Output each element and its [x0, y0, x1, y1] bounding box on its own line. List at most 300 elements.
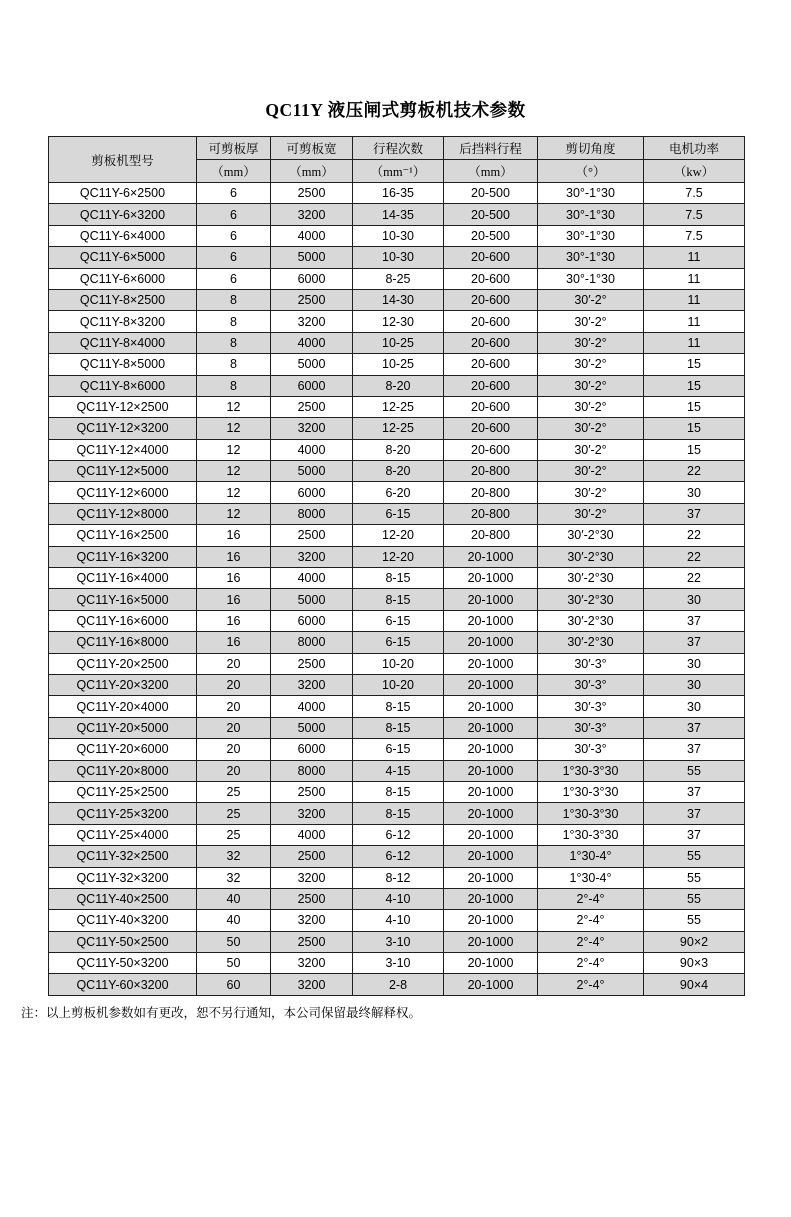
thickness-cell: 20 [197, 653, 271, 674]
model-cell: QC11Y-25×4000 [49, 824, 197, 845]
power-cell: 37 [644, 781, 745, 802]
angle-cell: 30′-2° [538, 375, 644, 396]
backgauge-cell: 20-800 [444, 461, 538, 482]
width-cell: 3200 [271, 311, 353, 332]
strokes-cell: 12-25 [353, 418, 444, 439]
power-cell: 11 [644, 311, 745, 332]
strokes-cell: 10-20 [353, 653, 444, 674]
backgauge-cell: 20-800 [444, 482, 538, 503]
strokes-cell: 14-30 [353, 289, 444, 310]
strokes-cell: 6-15 [353, 503, 444, 524]
thickness-cell: 12 [197, 503, 271, 524]
angle-cell: 1°30-3°30 [538, 803, 644, 824]
table-row [49, 589, 745, 610]
width-cell: 3200 [271, 910, 353, 931]
thickness-cell: 12 [197, 396, 271, 417]
backgauge-cell: 20-1000 [444, 824, 538, 845]
strokes-cell: 4-10 [353, 910, 444, 931]
power-cell: 7.5 [644, 225, 745, 246]
model-cell: QC11Y-40×2500 [49, 888, 197, 909]
thickness-cell: 8 [197, 311, 271, 332]
model-cell: QC11Y-20×3200 [49, 674, 197, 695]
table-row [49, 247, 745, 268]
power-cell: 30 [644, 589, 745, 610]
model-cell: QC11Y-16×8000 [49, 632, 197, 653]
model-cell: QC11Y-50×3200 [49, 953, 197, 974]
table-row [49, 396, 745, 417]
table-row [49, 803, 745, 824]
model-cell: QC11Y-12×2500 [49, 396, 197, 417]
thickness-cell: 6 [197, 247, 271, 268]
thickness-cell: 6 [197, 268, 271, 289]
strokes-cell: 8-15 [353, 781, 444, 802]
model-cell: QC11Y-6×3200 [49, 204, 197, 225]
thickness-cell: 8 [197, 375, 271, 396]
width-cell: 3200 [271, 546, 353, 567]
thickness-cell: 6 [197, 183, 271, 204]
table-row [49, 289, 745, 310]
table-row [49, 268, 745, 289]
angle-cell: 30′-2° [538, 439, 644, 460]
angle-cell: 30′-2°30 [538, 610, 644, 631]
power-cell: 15 [644, 375, 745, 396]
thickness-cell: 20 [197, 760, 271, 781]
page-title: QC11Y 液压闸式剪板机技术参数 [265, 100, 526, 120]
model-cell: QC11Y-12×5000 [49, 461, 197, 482]
power-cell: 90×4 [644, 974, 745, 995]
model-cell: QC11Y-6×4000 [49, 225, 197, 246]
thickness-cell: 16 [197, 568, 271, 589]
model-cell: QC11Y-25×2500 [49, 781, 197, 802]
table-row [49, 503, 745, 524]
angle-cell: 30′-2°30 [538, 546, 644, 567]
thickness-cell: 50 [197, 953, 271, 974]
backgauge-cell: 20-600 [444, 268, 538, 289]
table-row [49, 781, 745, 802]
strokes-cell: 12-30 [353, 311, 444, 332]
strokes-cell: 10-20 [353, 674, 444, 695]
model-cell: QC11Y-12×6000 [49, 482, 197, 503]
backgauge-cell: 20-1000 [444, 846, 538, 867]
width-cell: 3200 [271, 204, 353, 225]
backgauge-cell: 20-1000 [444, 739, 538, 760]
table-row [49, 204, 745, 225]
width-cell: 2500 [271, 931, 353, 952]
width-cell: 3200 [271, 867, 353, 888]
table-row [49, 482, 745, 503]
backgauge-cell: 20-500 [444, 204, 538, 225]
angle-cell: 30′-3° [538, 717, 644, 738]
strokes-cell: 14-35 [353, 204, 444, 225]
angle-cell: 1°30-3°30 [538, 760, 644, 781]
footnote-prefix: 注： [21, 1005, 47, 1020]
thickness-cell: 6 [197, 204, 271, 225]
strokes-cell: 10-30 [353, 225, 444, 246]
model-cell: QC11Y-25×3200 [49, 803, 197, 824]
power-cell: 30 [644, 696, 745, 717]
strokes-cell: 10-30 [353, 247, 444, 268]
power-cell: 22 [644, 546, 745, 567]
table-row [49, 418, 745, 439]
model-cell: QC11Y-6×2500 [49, 183, 197, 204]
width-cell: 4000 [271, 225, 353, 246]
power-cell: 22 [644, 525, 745, 546]
thickness-cell: 16 [197, 632, 271, 653]
width-cell: 2500 [271, 525, 353, 546]
table-row [49, 546, 745, 567]
power-cell: 37 [644, 803, 745, 824]
strokes-cell: 8-20 [353, 375, 444, 396]
backgauge-cell: 20-800 [444, 525, 538, 546]
col-unit-backgauge: （mm） [444, 160, 538, 183]
table-row [49, 632, 745, 653]
model-cell: QC11Y-32×3200 [49, 867, 197, 888]
width-cell: 3200 [271, 803, 353, 824]
power-cell: 37 [644, 632, 745, 653]
width-cell: 6000 [271, 739, 353, 760]
angle-cell: 2°-4° [538, 953, 644, 974]
width-cell: 6000 [271, 268, 353, 289]
col-header-strokes: 行程次数 [353, 137, 444, 160]
model-cell: QC11Y-8×2500 [49, 289, 197, 310]
width-cell: 5000 [271, 589, 353, 610]
model-cell: QC11Y-8×6000 [49, 375, 197, 396]
angle-cell: 2°-4° [538, 910, 644, 931]
strokes-cell: 6-20 [353, 482, 444, 503]
model-cell: QC11Y-16×6000 [49, 610, 197, 631]
power-cell: 15 [644, 439, 745, 460]
angle-cell: 30°-1°30 [538, 204, 644, 225]
thickness-cell: 8 [197, 289, 271, 310]
thickness-cell: 20 [197, 739, 271, 760]
table-row [49, 931, 745, 952]
angle-cell: 1°30-4° [538, 867, 644, 888]
table-row [49, 183, 745, 204]
model-cell: QC11Y-20×8000 [49, 760, 197, 781]
power-cell: 37 [644, 503, 745, 524]
angle-cell: 30′-2° [538, 482, 644, 503]
backgauge-cell: 20-600 [444, 311, 538, 332]
angle-cell: 30′-3° [538, 696, 644, 717]
strokes-cell: 6-15 [353, 610, 444, 631]
thickness-cell: 12 [197, 461, 271, 482]
power-cell: 37 [644, 739, 745, 760]
width-cell: 4000 [271, 824, 353, 845]
thickness-cell: 20 [197, 674, 271, 695]
footnote-text: 以上剪板机参数如有更改，恕不另行通知，本公司保留最终解释权。 [46, 1005, 422, 1020]
table-row [49, 332, 745, 353]
table-row [49, 674, 745, 695]
power-cell: 55 [644, 910, 745, 931]
table-row [49, 696, 745, 717]
power-cell: 15 [644, 396, 745, 417]
backgauge-cell: 20-1000 [444, 931, 538, 952]
angle-cell: 30′-2°30 [538, 525, 644, 546]
model-cell: QC11Y-12×8000 [49, 503, 197, 524]
model-cell: QC11Y-20×6000 [49, 739, 197, 760]
table-row [49, 888, 745, 909]
model-cell: QC11Y-16×3200 [49, 546, 197, 567]
power-cell: 11 [644, 289, 745, 310]
col-header-width: 可剪板宽 [271, 137, 353, 160]
table-row [49, 225, 745, 246]
strokes-cell: 6-15 [353, 739, 444, 760]
model-cell: QC11Y-20×4000 [49, 696, 197, 717]
angle-cell: 30′-2°30 [538, 589, 644, 610]
strokes-cell: 16-35 [353, 183, 444, 204]
strokes-cell: 8-25 [353, 268, 444, 289]
col-unit-motor-power: （kw） [644, 160, 745, 183]
thickness-cell: 32 [197, 867, 271, 888]
strokes-cell: 8-20 [353, 461, 444, 482]
strokes-cell: 8-15 [353, 696, 444, 717]
col-unit-width: （mm） [271, 160, 353, 183]
angle-cell: 30′-3° [538, 674, 644, 695]
strokes-cell: 6-15 [353, 632, 444, 653]
model-cell: QC11Y-12×3200 [49, 418, 197, 439]
strokes-cell: 8-15 [353, 717, 444, 738]
angle-cell: 30′-2° [538, 503, 644, 524]
strokes-cell: 10-25 [353, 332, 444, 353]
table-row [49, 739, 745, 760]
table-row [49, 974, 745, 995]
table-row [49, 311, 745, 332]
col-unit-strokes: （mm⁻¹） [353, 160, 444, 183]
power-cell: 11 [644, 268, 745, 289]
angle-cell: 30′-2°30 [538, 568, 644, 589]
table-row [49, 760, 745, 781]
thickness-cell: 16 [197, 546, 271, 567]
strokes-cell: 8-15 [353, 568, 444, 589]
backgauge-cell: 20-1000 [444, 910, 538, 931]
model-cell: QC11Y-16×4000 [49, 568, 197, 589]
strokes-cell: 12-25 [353, 396, 444, 417]
width-cell: 2500 [271, 846, 353, 867]
table-row [49, 568, 745, 589]
angle-cell: 2°-4° [538, 931, 644, 952]
model-cell: QC11Y-60×3200 [49, 974, 197, 995]
col-header-motor-power: 电机功率 [644, 137, 745, 160]
backgauge-cell: 20-500 [444, 225, 538, 246]
model-cell: QC11Y-6×6000 [49, 268, 197, 289]
power-cell: 90×2 [644, 931, 745, 952]
power-cell: 37 [644, 824, 745, 845]
width-cell: 2500 [271, 653, 353, 674]
width-cell: 3200 [271, 974, 353, 995]
spec-table [48, 136, 745, 996]
backgauge-cell: 20-600 [444, 247, 538, 268]
angle-cell: 30′-2° [538, 289, 644, 310]
power-cell: 37 [644, 610, 745, 631]
backgauge-cell: 20-1000 [444, 610, 538, 631]
backgauge-cell: 20-1000 [444, 888, 538, 909]
table-row [49, 375, 745, 396]
strokes-cell: 12-20 [353, 525, 444, 546]
table-row [49, 717, 745, 738]
model-cell: QC11Y-6×5000 [49, 247, 197, 268]
model-cell: QC11Y-8×4000 [49, 332, 197, 353]
thickness-cell: 16 [197, 610, 271, 631]
strokes-cell: 8-12 [353, 867, 444, 888]
strokes-cell: 8-15 [353, 803, 444, 824]
thickness-cell: 40 [197, 888, 271, 909]
width-cell: 6000 [271, 375, 353, 396]
table-row [49, 824, 745, 845]
strokes-cell: 4-10 [353, 888, 444, 909]
angle-cell: 1°30-3°30 [538, 781, 644, 802]
backgauge-cell: 20-1000 [444, 632, 538, 653]
power-cell: 30 [644, 482, 745, 503]
model-cell: QC11Y-8×3200 [49, 311, 197, 332]
power-cell: 7.5 [644, 204, 745, 225]
thickness-cell: 8 [197, 332, 271, 353]
power-cell: 22 [644, 461, 745, 482]
backgauge-cell: 20-500 [444, 183, 538, 204]
strokes-cell: 12-20 [353, 546, 444, 567]
angle-cell: 30°-1°30 [538, 183, 644, 204]
thickness-cell: 25 [197, 824, 271, 845]
power-cell: 11 [644, 332, 745, 353]
backgauge-cell: 20-600 [444, 418, 538, 439]
thickness-cell: 50 [197, 931, 271, 952]
width-cell: 2500 [271, 289, 353, 310]
power-cell: 15 [644, 418, 745, 439]
width-cell: 8000 [271, 503, 353, 524]
col-header-thickness: 可剪板厚 [197, 137, 271, 160]
thickness-cell: 32 [197, 846, 271, 867]
width-cell: 3200 [271, 953, 353, 974]
power-cell: 30 [644, 674, 745, 695]
width-cell: 5000 [271, 354, 353, 375]
model-cell: QC11Y-50×2500 [49, 931, 197, 952]
strokes-cell: 8-20 [353, 439, 444, 460]
table-row [49, 439, 745, 460]
thickness-cell: 40 [197, 910, 271, 931]
angle-cell: 1°30-3°30 [538, 824, 644, 845]
model-cell: QC11Y-8×5000 [49, 354, 197, 375]
power-cell: 11 [644, 247, 745, 268]
backgauge-cell: 20-1000 [444, 589, 538, 610]
angle-cell: 30′-3° [538, 739, 644, 760]
width-cell: 6000 [271, 610, 353, 631]
angle-cell: 30°-1°30 [538, 247, 644, 268]
angle-cell: 1°30-4° [538, 846, 644, 867]
width-cell: 4000 [271, 696, 353, 717]
thickness-cell: 12 [197, 482, 271, 503]
model-cell: QC11Y-20×5000 [49, 717, 197, 738]
footnote [21, 1003, 791, 1021]
table-row [49, 461, 745, 482]
angle-cell: 30′-2° [538, 461, 644, 482]
power-cell: 55 [644, 867, 745, 888]
table-row [49, 354, 745, 375]
backgauge-cell: 20-1000 [444, 974, 538, 995]
backgauge-cell: 20-1000 [444, 717, 538, 738]
strokes-cell: 6-12 [353, 824, 444, 845]
width-cell: 5000 [271, 717, 353, 738]
angle-cell: 30′-2°30 [538, 632, 644, 653]
backgauge-cell: 20-1000 [444, 546, 538, 567]
width-cell: 8000 [271, 632, 353, 653]
backgauge-cell: 20-1000 [444, 953, 538, 974]
backgauge-cell: 20-1000 [444, 803, 538, 824]
table-row [49, 610, 745, 631]
angle-cell: 2°-4° [538, 888, 644, 909]
model-cell: QC11Y-20×2500 [49, 653, 197, 674]
thickness-cell: 60 [197, 974, 271, 995]
backgauge-cell: 20-1000 [444, 867, 538, 888]
table-header [49, 137, 745, 183]
backgauge-cell: 20-1000 [444, 568, 538, 589]
power-cell: 55 [644, 760, 745, 781]
width-cell: 2500 [271, 888, 353, 909]
backgauge-cell: 20-1000 [444, 653, 538, 674]
width-cell: 2500 [271, 183, 353, 204]
angle-cell: 30′-2° [538, 332, 644, 353]
strokes-cell: 3-10 [353, 953, 444, 974]
model-cell: QC11Y-16×2500 [49, 525, 197, 546]
angle-cell: 30′-2° [538, 311, 644, 332]
thickness-cell: 16 [197, 589, 271, 610]
col-header-shear-angle: 剪切角度 [538, 137, 644, 160]
width-cell: 5000 [271, 247, 353, 268]
strokes-cell: 2-8 [353, 974, 444, 995]
table-row [49, 846, 745, 867]
width-cell: 5000 [271, 461, 353, 482]
width-cell: 3200 [271, 418, 353, 439]
backgauge-cell: 20-800 [444, 503, 538, 524]
backgauge-cell: 20-1000 [444, 674, 538, 695]
angle-cell: 2°-4° [538, 974, 644, 995]
power-cell: 30 [644, 653, 745, 674]
col-header-backgauge: 后挡料行程 [444, 137, 538, 160]
table-row [49, 653, 745, 674]
angle-cell: 30°-1°30 [538, 268, 644, 289]
strokes-cell: 3-10 [353, 931, 444, 952]
backgauge-cell: 20-600 [444, 289, 538, 310]
thickness-cell: 16 [197, 525, 271, 546]
strokes-cell: 6-12 [353, 846, 444, 867]
table-body [49, 183, 745, 996]
width-cell: 6000 [271, 482, 353, 503]
table-row [49, 910, 745, 931]
angle-cell: 30′-2° [538, 354, 644, 375]
thickness-cell: 12 [197, 418, 271, 439]
backgauge-cell: 20-1000 [444, 781, 538, 802]
backgauge-cell: 20-1000 [444, 760, 538, 781]
col-header-model: 剪板机型号 [49, 137, 197, 183]
table-row [49, 867, 745, 888]
thickness-cell: 25 [197, 781, 271, 802]
thickness-cell: 20 [197, 717, 271, 738]
table-row [49, 953, 745, 974]
model-cell: QC11Y-40×3200 [49, 910, 197, 931]
backgauge-cell: 20-1000 [444, 696, 538, 717]
power-cell: 15 [644, 354, 745, 375]
angle-cell: 30′-2° [538, 396, 644, 417]
width-cell: 8000 [271, 760, 353, 781]
model-cell: QC11Y-16×5000 [49, 589, 197, 610]
width-cell: 2500 [271, 781, 353, 802]
power-cell: 90×3 [644, 953, 745, 974]
thickness-cell: 8 [197, 354, 271, 375]
width-cell: 3200 [271, 674, 353, 695]
backgauge-cell: 20-600 [444, 375, 538, 396]
angle-cell: 30′-2° [538, 418, 644, 439]
width-cell: 2500 [271, 396, 353, 417]
backgauge-cell: 20-600 [444, 439, 538, 460]
power-cell: 55 [644, 888, 745, 909]
